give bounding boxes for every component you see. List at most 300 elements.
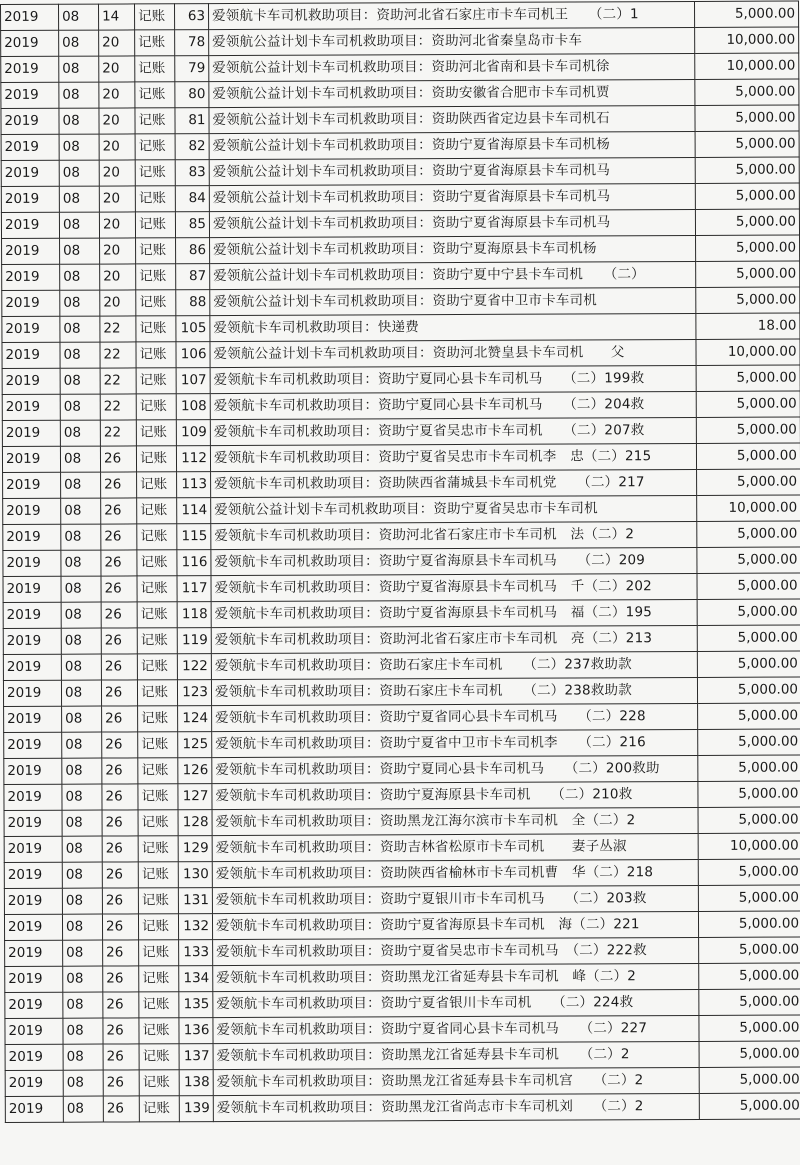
year-cell: 2019: [2, 446, 60, 472]
voucher-type-cell: 记账: [135, 108, 175, 134]
month-cell: 08: [63, 1096, 103, 1122]
voucher-number-cell: 135: [179, 992, 213, 1018]
day-cell: 20: [99, 212, 135, 238]
ledger-row: [4, 755, 800, 784]
amount-cell: 5,000.00: [695, 209, 799, 235]
month-cell: 08: [61, 654, 101, 680]
ledger-row: [4, 911, 800, 940]
amount-cell: 5,000.00: [698, 703, 800, 729]
amount-cell: 5,000.00: [696, 391, 800, 417]
day-cell: 26: [102, 862, 138, 888]
description-cell: 爱领航卡车司机救助项目：资助黑龙江省尚志市卡车司机刘 （二）2: [213, 1093, 699, 1121]
ledger-row: [2, 443, 800, 472]
year-cell: 2019: [1, 212, 59, 238]
day-cell: 26: [101, 654, 137, 680]
day-cell: 26: [103, 1018, 139, 1044]
ledger-row: [2, 365, 800, 394]
amount-cell: 5,000.00: [696, 365, 800, 391]
year-cell: 2019: [4, 836, 62, 862]
ledger-row: [5, 989, 800, 1018]
year-cell: 2019: [5, 1096, 63, 1122]
ledger-row: [5, 1093, 800, 1122]
month-cell: 08: [63, 940, 103, 966]
ledger-row: [4, 859, 800, 888]
amount-cell: 10,000.00: [698, 833, 800, 859]
year-cell: 2019: [3, 576, 61, 602]
description-cell: 爱领航卡车司机救助项目：资助宁夏同心县卡车司机马 （二）199救: [210, 365, 696, 393]
voucher-number-cell: 126: [178, 758, 212, 784]
ledger-row: [4, 703, 800, 732]
description-cell: 爱领航公益计划卡车司机救助项目：资助宁夏海原县卡车司机杨: [210, 235, 696, 263]
year-cell: 2019: [4, 758, 62, 784]
amount-cell: 18.00: [696, 313, 800, 339]
ledger-row: [1, 105, 799, 134]
description-cell: 爱领航卡车司机救助项目：资助宁夏省海原县卡车司机马 福（二）195: [211, 599, 697, 627]
voucher-number-cell: 78: [175, 30, 209, 56]
year-cell: 2019: [4, 732, 62, 758]
voucher-type-cell: 记账: [135, 212, 175, 238]
voucher-number-cell: 118: [177, 602, 211, 628]
amount-cell: 5,000.00: [697, 651, 800, 677]
voucher-type-cell: 记账: [135, 134, 175, 160]
day-cell: 22: [100, 420, 136, 446]
voucher-type-cell: 记账: [138, 836, 178, 862]
ledger-row: [1, 79, 799, 108]
voucher-type-cell: 记账: [136, 238, 176, 264]
day-cell: 26: [102, 836, 138, 862]
ledger-row: [1, 27, 799, 56]
amount-cell: 5,000.00: [695, 157, 799, 183]
amount-cell: 5,000.00: [696, 443, 800, 469]
description-cell: 爱领航卡车司机救助项目：资助吉林省松原市卡车司机 妻子丛淑: [212, 833, 698, 861]
amount-cell: 5,000.00: [694, 1, 798, 27]
ledger-body: [1, 1, 800, 1122]
voucher-type-cell: 记账: [137, 550, 177, 576]
day-cell: 22: [100, 368, 136, 394]
month-cell: 08: [60, 420, 100, 446]
voucher-number-cell: 106: [176, 342, 210, 368]
ledger-row: [4, 729, 800, 758]
month-cell: 08: [62, 836, 102, 862]
year-cell: 2019: [5, 966, 63, 992]
day-cell: 26: [102, 810, 138, 836]
ledger-row: [5, 963, 800, 992]
day-cell: 22: [100, 316, 136, 342]
ledger-row: [2, 313, 800, 342]
description-cell: 爱领航卡车司机救助项目：资助宁夏省吴忠市卡车司机李 忠（二）215: [210, 443, 696, 471]
amount-cell: 5,000.00: [695, 183, 799, 209]
description-cell: 爱领航卡车司机救助项目：资助宁夏省吴忠市卡车司机 （二）207救: [210, 417, 696, 445]
day-cell: 20: [99, 186, 135, 212]
description-cell: 爱领航卡车司机救助项目：资助宁夏省海原县卡车司机 海（二）221: [212, 911, 698, 939]
month-cell: 08: [59, 82, 99, 108]
ledger-row: [5, 1041, 800, 1070]
voucher-type-cell: 记账: [137, 524, 177, 550]
year-cell: 2019: [5, 940, 63, 966]
description-cell: 爱领航公益计划卡车司机救助项目：资助陕西省定边县卡车司机石: [209, 105, 695, 133]
ledger-table: [0, 1, 800, 1123]
year-cell: 2019: [1, 4, 59, 30]
voucher-number-cell: 139: [179, 1096, 213, 1122]
description-cell: 爱领航卡车司机救助项目：资助宁夏银川市卡车司机马 （二）203救: [212, 885, 698, 913]
description-cell: 爱领航公益计划卡车司机救助项目：资助宁夏省海原县卡车司机马: [209, 183, 695, 211]
day-cell: 26: [103, 940, 139, 966]
voucher-type-cell: 记账: [135, 160, 175, 186]
month-cell: 08: [62, 888, 102, 914]
description-cell: 爱领航卡车司机救助项目：资助陕西省榆林市卡车司机曹 华（二）218: [212, 859, 698, 887]
ledger-row: [2, 287, 800, 316]
year-cell: 2019: [5, 1044, 63, 1070]
description-cell: 爱领航公益计划卡车司机救助项目：资助宁夏中宁县卡车司机 （二）: [210, 261, 696, 289]
description-cell: 爱领航公益计划卡车司机救助项目：资助河北省南和县卡车司机徐: [209, 53, 695, 81]
day-cell: 26: [101, 472, 137, 498]
voucher-number-cell: 81: [175, 108, 209, 134]
ledger-row: [4, 885, 800, 914]
year-cell: 2019: [2, 420, 60, 446]
voucher-number-cell: 114: [177, 498, 211, 524]
month-cell: 08: [61, 680, 101, 706]
month-cell: 08: [61, 524, 101, 550]
month-cell: 08: [62, 706, 102, 732]
ledger-row: [1, 157, 799, 186]
month-cell: 08: [60, 342, 100, 368]
amount-cell: 5,000.00: [699, 963, 800, 989]
ledger-row: [3, 625, 800, 654]
day-cell: 26: [101, 524, 137, 550]
amount-cell: 5,000.00: [699, 989, 800, 1015]
day-cell: 20: [99, 30, 135, 56]
description-cell: 爱领航卡车司机救助项目：资助宁夏省同心县卡车司机马 （二）228: [212, 703, 698, 731]
description-cell: 爱领航卡车司机救助项目：资助宁夏同心县卡车司机马 （二）204救: [210, 391, 696, 419]
day-cell: 20: [99, 134, 135, 160]
voucher-type-cell: 记账: [139, 1018, 179, 1044]
year-cell: 2019: [4, 784, 62, 810]
year-cell: 2019: [1, 186, 59, 212]
day-cell: 26: [100, 446, 136, 472]
month-cell: 08: [63, 1044, 103, 1070]
voucher-number-cell: 131: [178, 888, 212, 914]
amount-cell: 5,000.00: [697, 677, 800, 703]
description-cell: 爱领航卡车司机救助项目：资助石家庄卡车司机 （二）238救助款: [211, 677, 697, 705]
amount-cell: 5,000.00: [699, 1067, 800, 1093]
year-cell: 2019: [1, 30, 59, 56]
description-cell: 爱领航公益计划卡车司机救助项目：资助宁夏省海原县卡车司机杨: [209, 131, 695, 159]
day-cell: 20: [99, 56, 135, 82]
day-cell: 26: [101, 628, 137, 654]
voucher-number-cell: 117: [177, 576, 211, 602]
year-cell: 2019: [3, 680, 61, 706]
month-cell: 08: [62, 914, 102, 940]
month-cell: 08: [59, 212, 99, 238]
year-cell: 2019: [4, 888, 62, 914]
voucher-number-cell: 128: [178, 810, 212, 836]
voucher-number-cell: 123: [177, 680, 211, 706]
day-cell: 26: [101, 550, 137, 576]
year-cell: 2019: [4, 706, 62, 732]
month-cell: 08: [59, 30, 99, 56]
ledger-row: [4, 833, 800, 862]
description-cell: 爱领航卡车司机救助项目：资助宁夏省中卫市卡车司机李 （二）216: [212, 729, 698, 757]
voucher-type-cell: 记账: [139, 992, 179, 1018]
voucher-number-cell: 134: [179, 966, 213, 992]
voucher-number-cell: 136: [179, 1018, 213, 1044]
year-cell: 2019: [3, 628, 61, 654]
voucher-number-cell: 125: [178, 732, 212, 758]
amount-cell: 5,000.00: [696, 261, 800, 287]
year-cell: 2019: [4, 914, 62, 940]
voucher-type-cell: 记账: [138, 784, 178, 810]
ledger-row: [3, 573, 800, 602]
ledger-row: [4, 807, 800, 836]
voucher-type-cell: 记账: [139, 1070, 179, 1096]
description-cell: 爱领航卡车司机救助项目：资助河北省石家庄市卡车司机 法（二）2: [211, 521, 697, 549]
month-cell: 08: [62, 758, 102, 784]
month-cell: 08: [61, 602, 101, 628]
amount-cell: 5,000.00: [698, 911, 800, 937]
voucher-type-cell: 记账: [139, 1044, 179, 1070]
ledger-row: [4, 781, 800, 810]
ledger-row: [1, 209, 799, 238]
month-cell: 08: [63, 992, 103, 1018]
day-cell: 20: [100, 264, 136, 290]
day-cell: 26: [103, 992, 139, 1018]
voucher-number-cell: 82: [175, 134, 209, 160]
description-cell: 爱领航公益计划卡车司机救助项目：资助宁夏省吴忠市卡车司机: [211, 495, 697, 523]
ledger-row: [2, 339, 800, 368]
voucher-number-cell: 124: [178, 706, 212, 732]
voucher-type-cell: 记账: [138, 888, 178, 914]
voucher-number-cell: 108: [176, 394, 210, 420]
voucher-type-cell: 记账: [139, 940, 179, 966]
voucher-number-cell: 112: [176, 446, 210, 472]
day-cell: 26: [102, 888, 138, 914]
amount-cell: 10,000.00: [695, 27, 799, 53]
description-cell: 爱领航公益计划卡车司机救助项目：资助安徽省合肥市卡车司机贾: [209, 79, 695, 107]
year-cell: 2019: [1, 56, 59, 82]
day-cell: 14: [99, 4, 135, 30]
description-cell: 爱领航卡车司机救助项目：资助黑龙江省延寿县卡车司机 峰（二）2: [213, 963, 699, 991]
day-cell: 26: [102, 732, 138, 758]
year-cell: 2019: [5, 1070, 63, 1096]
year-cell: 2019: [1, 160, 59, 186]
day-cell: 26: [101, 498, 137, 524]
amount-cell: 5,000.00: [695, 131, 799, 157]
description-cell: 爱领航卡车司机救助项目：资助河北省石家庄市卡车司机 亮（二）213: [211, 625, 697, 653]
description-cell: 爱领航卡车司机救助项目：快递费: [210, 313, 696, 341]
month-cell: 08: [61, 472, 101, 498]
voucher-type-cell: 记账: [138, 914, 178, 940]
description-cell: 爱领航卡车司机救助项目：资助宁夏省吴忠市卡车司机马 （二）222救: [213, 937, 699, 965]
day-cell: 20: [99, 160, 135, 186]
month-cell: 08: [63, 1018, 103, 1044]
voucher-number-cell: 63: [175, 4, 209, 30]
voucher-number-cell: 115: [177, 524, 211, 550]
voucher-type-cell: 记账: [136, 316, 176, 342]
year-cell: 2019: [2, 290, 60, 316]
ledger-row: [5, 937, 800, 966]
amount-cell: 5,000.00: [696, 235, 800, 261]
voucher-number-cell: 105: [176, 316, 210, 342]
month-cell: 08: [61, 628, 101, 654]
ledger-row: [3, 495, 800, 524]
ledger-row: [1, 53, 799, 82]
voucher-type-cell: 记账: [136, 394, 176, 420]
month-cell: 08: [60, 368, 100, 394]
day-cell: 20: [99, 82, 135, 108]
amount-cell: 5,000.00: [698, 781, 800, 807]
ledger-row: [3, 521, 800, 550]
voucher-type-cell: 记账: [137, 576, 177, 602]
month-cell: 08: [63, 1070, 103, 1096]
amount-cell: 10,000.00: [696, 339, 800, 365]
ledger-row: [3, 651, 800, 680]
description-cell: 爱领航卡车司机救助项目：资助黑龙江省延寿县卡车司机宫 （二）2: [213, 1067, 699, 1095]
voucher-type-cell: 记账: [137, 498, 177, 524]
amount-cell: 5,000.00: [698, 755, 800, 781]
voucher-number-cell: 84: [175, 186, 209, 212]
voucher-type-cell: 记账: [139, 1096, 179, 1122]
voucher-type-cell: 记账: [136, 368, 176, 394]
amount-cell: 5,000.00: [698, 807, 800, 833]
voucher-number-cell: 137: [179, 1044, 213, 1070]
ledger-row: [3, 599, 800, 628]
voucher-number-cell: 127: [178, 784, 212, 810]
month-cell: 08: [59, 186, 99, 212]
amount-cell: 5,000.00: [697, 521, 800, 547]
day-cell: 26: [103, 1070, 139, 1096]
amount-cell: 5,000.00: [696, 417, 800, 443]
day-cell: 22: [100, 342, 136, 368]
day-cell: 26: [101, 576, 137, 602]
day-cell: 26: [103, 1096, 139, 1122]
year-cell: 2019: [3, 550, 61, 576]
ledger-row: [1, 183, 799, 212]
year-cell: 2019: [2, 316, 60, 342]
ledger-row: [3, 677, 800, 706]
voucher-number-cell: 79: [175, 56, 209, 82]
year-cell: 2019: [1, 134, 59, 160]
amount-cell: 5,000.00: [697, 547, 800, 573]
voucher-number-cell: 86: [176, 238, 210, 264]
year-cell: 2019: [2, 394, 60, 420]
ledger-page: [0, 4, 800, 1123]
ledger-row: [3, 547, 800, 576]
description-cell: 爱领航卡车司机救助项目：资助陕西省蒲城县卡车司机党 （二）217: [211, 469, 697, 497]
voucher-type-cell: 记账: [135, 186, 175, 212]
amount-cell: 5,000.00: [699, 1041, 800, 1067]
voucher-number-cell: 122: [177, 654, 211, 680]
month-cell: 08: [62, 862, 102, 888]
year-cell: 2019: [5, 1018, 63, 1044]
month-cell: 08: [62, 810, 102, 836]
day-cell: 26: [101, 602, 137, 628]
ledger-row: [2, 235, 800, 264]
day-cell: 26: [103, 966, 139, 992]
month-cell: 08: [59, 4, 99, 30]
voucher-type-cell: 记账: [137, 628, 177, 654]
voucher-number-cell: 87: [176, 264, 210, 290]
amount-cell: 10,000.00: [695, 53, 799, 79]
description-cell: 爱领航卡车司机救助项目：资助黑龙江省延寿县卡车司机 （二）2: [213, 1041, 699, 1069]
day-cell: 26: [102, 706, 138, 732]
voucher-number-cell: 109: [176, 420, 210, 446]
amount-cell: 5,000.00: [699, 1015, 800, 1041]
month-cell: 08: [63, 966, 103, 992]
voucher-number-cell: 113: [177, 472, 211, 498]
description-cell: 爱领航公益计划卡车司机救助项目：资助宁夏省中卫市卡车司机: [210, 287, 696, 315]
ledger-row: [5, 1015, 800, 1044]
amount-cell: 5,000.00: [699, 1093, 800, 1119]
amount-cell: 5,000.00: [695, 79, 799, 105]
amount-cell: 5,000.00: [697, 573, 800, 599]
month-cell: 08: [60, 264, 100, 290]
ledger-row: [2, 391, 800, 420]
voucher-number-cell: 88: [176, 290, 210, 316]
description-cell: 爱领航卡车司机救助项目：资助宁夏省海原县卡车司机马 （二）209: [211, 547, 697, 575]
month-cell: 08: [59, 108, 99, 134]
description-cell: 爱领航卡车司机救助项目：资助石家庄卡车司机 （二）237救助款: [211, 651, 697, 679]
month-cell: 08: [59, 160, 99, 186]
voucher-number-cell: 107: [176, 368, 210, 394]
voucher-number-cell: 132: [178, 914, 212, 940]
voucher-type-cell: 记账: [138, 732, 178, 758]
amount-cell: 5,000.00: [697, 625, 800, 651]
amount-cell: 5,000.00: [698, 885, 800, 911]
ledger-row: [3, 469, 800, 498]
amount-cell: 5,000.00: [695, 105, 799, 131]
day-cell: 20: [99, 108, 135, 134]
description-cell: 爱领航公益计划卡车司机救助项目：资助宁夏省海原县卡车司机马: [209, 157, 695, 185]
description-cell: 爱领航卡车司机救助项目：资助河北省石家庄市卡车司机王 （二）1: [209, 1, 695, 29]
year-cell: 2019: [5, 992, 63, 1018]
voucher-type-cell: 记账: [138, 758, 178, 784]
amount-cell: 10,000.00: [697, 495, 800, 521]
day-cell: 22: [100, 394, 136, 420]
month-cell: 08: [61, 576, 101, 602]
amount-cell: 5,000.00: [698, 859, 800, 885]
description-cell: 爱领航卡车司机救助项目：资助宁夏省同心县卡车司机马 （二）227: [213, 1015, 699, 1043]
description-cell: 爱领航卡车司机救助项目：资助宁夏省银川卡车司机 （二）224救: [213, 989, 699, 1017]
voucher-type-cell: 记账: [137, 680, 177, 706]
day-cell: 26: [102, 784, 138, 810]
day-cell: 26: [102, 758, 138, 784]
voucher-type-cell: 记账: [137, 602, 177, 628]
day-cell: 26: [103, 1044, 139, 1070]
voucher-number-cell: 133: [179, 940, 213, 966]
voucher-type-cell: 记账: [135, 56, 175, 82]
amount-cell: 5,000.00: [699, 937, 800, 963]
year-cell: 2019: [3, 524, 61, 550]
year-cell: 2019: [2, 368, 60, 394]
voucher-type-cell: 记账: [136, 446, 176, 472]
voucher-type-cell: 记账: [137, 654, 177, 680]
description-cell: 爱领航卡车司机救助项目：资助黑龙江海尔滨市卡车司机 全（二）2: [212, 807, 698, 835]
voucher-type-cell: 记账: [136, 264, 176, 290]
amount-cell: 5,000.00: [697, 599, 800, 625]
voucher-number-cell: 138: [179, 1070, 213, 1096]
voucher-number-cell: 116: [177, 550, 211, 576]
year-cell: 2019: [4, 810, 62, 836]
voucher-type-cell: 记账: [138, 706, 178, 732]
voucher-type-cell: 记账: [135, 30, 175, 56]
month-cell: 08: [62, 732, 102, 758]
month-cell: 08: [60, 238, 100, 264]
description-cell: 爱领航公益计划卡车司机救助项目：资助河北省秦皇岛市卡车: [209, 27, 695, 55]
description-cell: 爱领航公益计划卡车司机救助项目：资助河北赞皇县卡车司机 父: [210, 339, 696, 367]
voucher-number-cell: 129: [178, 836, 212, 862]
year-cell: 2019: [4, 862, 62, 888]
day-cell: 26: [102, 914, 138, 940]
